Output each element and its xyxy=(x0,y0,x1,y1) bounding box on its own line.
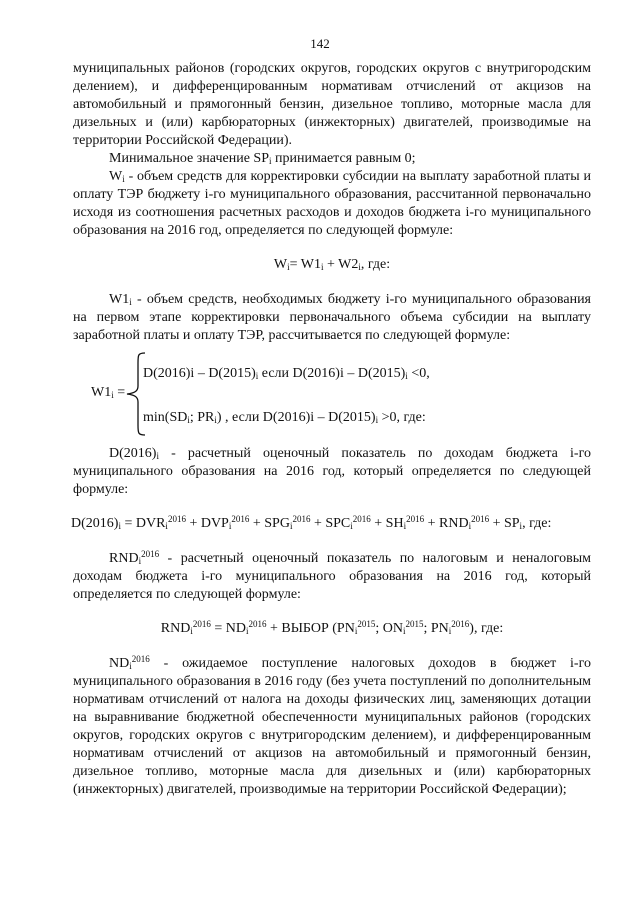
document-body xyxy=(73,60,591,799)
page-number: 142 xyxy=(310,36,330,51)
piecewise-case-negative: $D(2016)i - D(2015)_i$ если $D(2016)i - D(2015)_i <0$, xyxy=(143,366,430,381)
paragraph-w-definition: $W_i$ - объем средств для корректировки субсидии на выплату заработной платы и оплату ТЭР бюджету i-го муниципального образования, рассчитанной первоначально исходя из соотношения расчетных расходов и доходов бюджета i-го муниципального образования на 2016 год, определяется по следующей формуле: xyxy=(73,169,591,238)
paragraph-nd-definition: $ND_i^{2016}$ - ожидаемое поступление налоговых доходов в бюджет i-го муниципального образования в 2016 году (без учета поступлений по дополнительным нормативам отчислений от налога на доходы физических лиц, заменяющих дотации на выравнивание бюджетной обеспеченности муниципальных районов (городских округов, городских округов с внутригородским делением), и дифференцированным нормативам отчислений от акцизов на автомобильный и прямогонный бензин, дизельное топливо, моторные масла для дизельных и (или) карбюраторных (инжекторных) двигателей, производимые на территории Российской Федерации); xyxy=(73,654,591,797)
formula-w-sum: $W_i= W1_i + W2_i$, где: xyxy=(273,257,391,272)
paragraph-continuation: муниципальных районов (городских округов, городских округов с внутригородским делением), и дифференцированным нормативам отчислений от акцизов на автомобильный и прямогонный бензин, дизельное топливо, моторные масла для дизельных и (или) карбюраторных (инжекторных) двигателей, производимые на территории Российской Федерации). xyxy=(73,61,591,148)
paragraph-rnd-definition: $RND_i^{2016}$ - расчетный оценочный показатель по налоговым и неналоговым доходам бюджета i-го муниципального образования на 2016 год, который определяется по следующей формуле: xyxy=(73,549,591,602)
formula-rnd: $RND_i^{2016} = ND_i^{2016}$ + ВЫБОР ($PN_i^{2015}$; $ON_i^{2015}$; $PN_i^{2016}$), где: xyxy=(160,619,504,636)
piecewise-case-positive: $\min(SD_i$; $PR_i$) , если $D(2016)i - D(2015)_i >0$, где: xyxy=(143,410,426,425)
paragraph-sp-minimum: Минимальное значение $SP_i$ принимается равным 0; xyxy=(109,151,416,166)
piecewise-label: $W1_i$ = xyxy=(91,385,126,400)
paragraph-d2016-definition: $D(2016)_i$ - расчетный оценочный показатель по доходам бюджета i-го муниципального образования на 2016 год, который определяется по следующей формуле: xyxy=(73,446,591,497)
paragraph-w1-definition: $W1_i$ - объем средств, необходимых бюджету i-го муниципального образования на первом этапе корректировки первоначального объема субсидии на выплату заработной платы и оплату ТЭР, рассчитывается по следующей формуле: xyxy=(73,292,591,343)
formula-d2016: $D(2016)_i = DVR_i^{2016} + DVP_i^{2016} + SPG_i^{2016} + SPC_i^{2016} + SH_i^{2016} + RND_i^{2016} + SP_i$, где: xyxy=(71,514,552,531)
formula-w1-piecewise xyxy=(73,351,591,437)
